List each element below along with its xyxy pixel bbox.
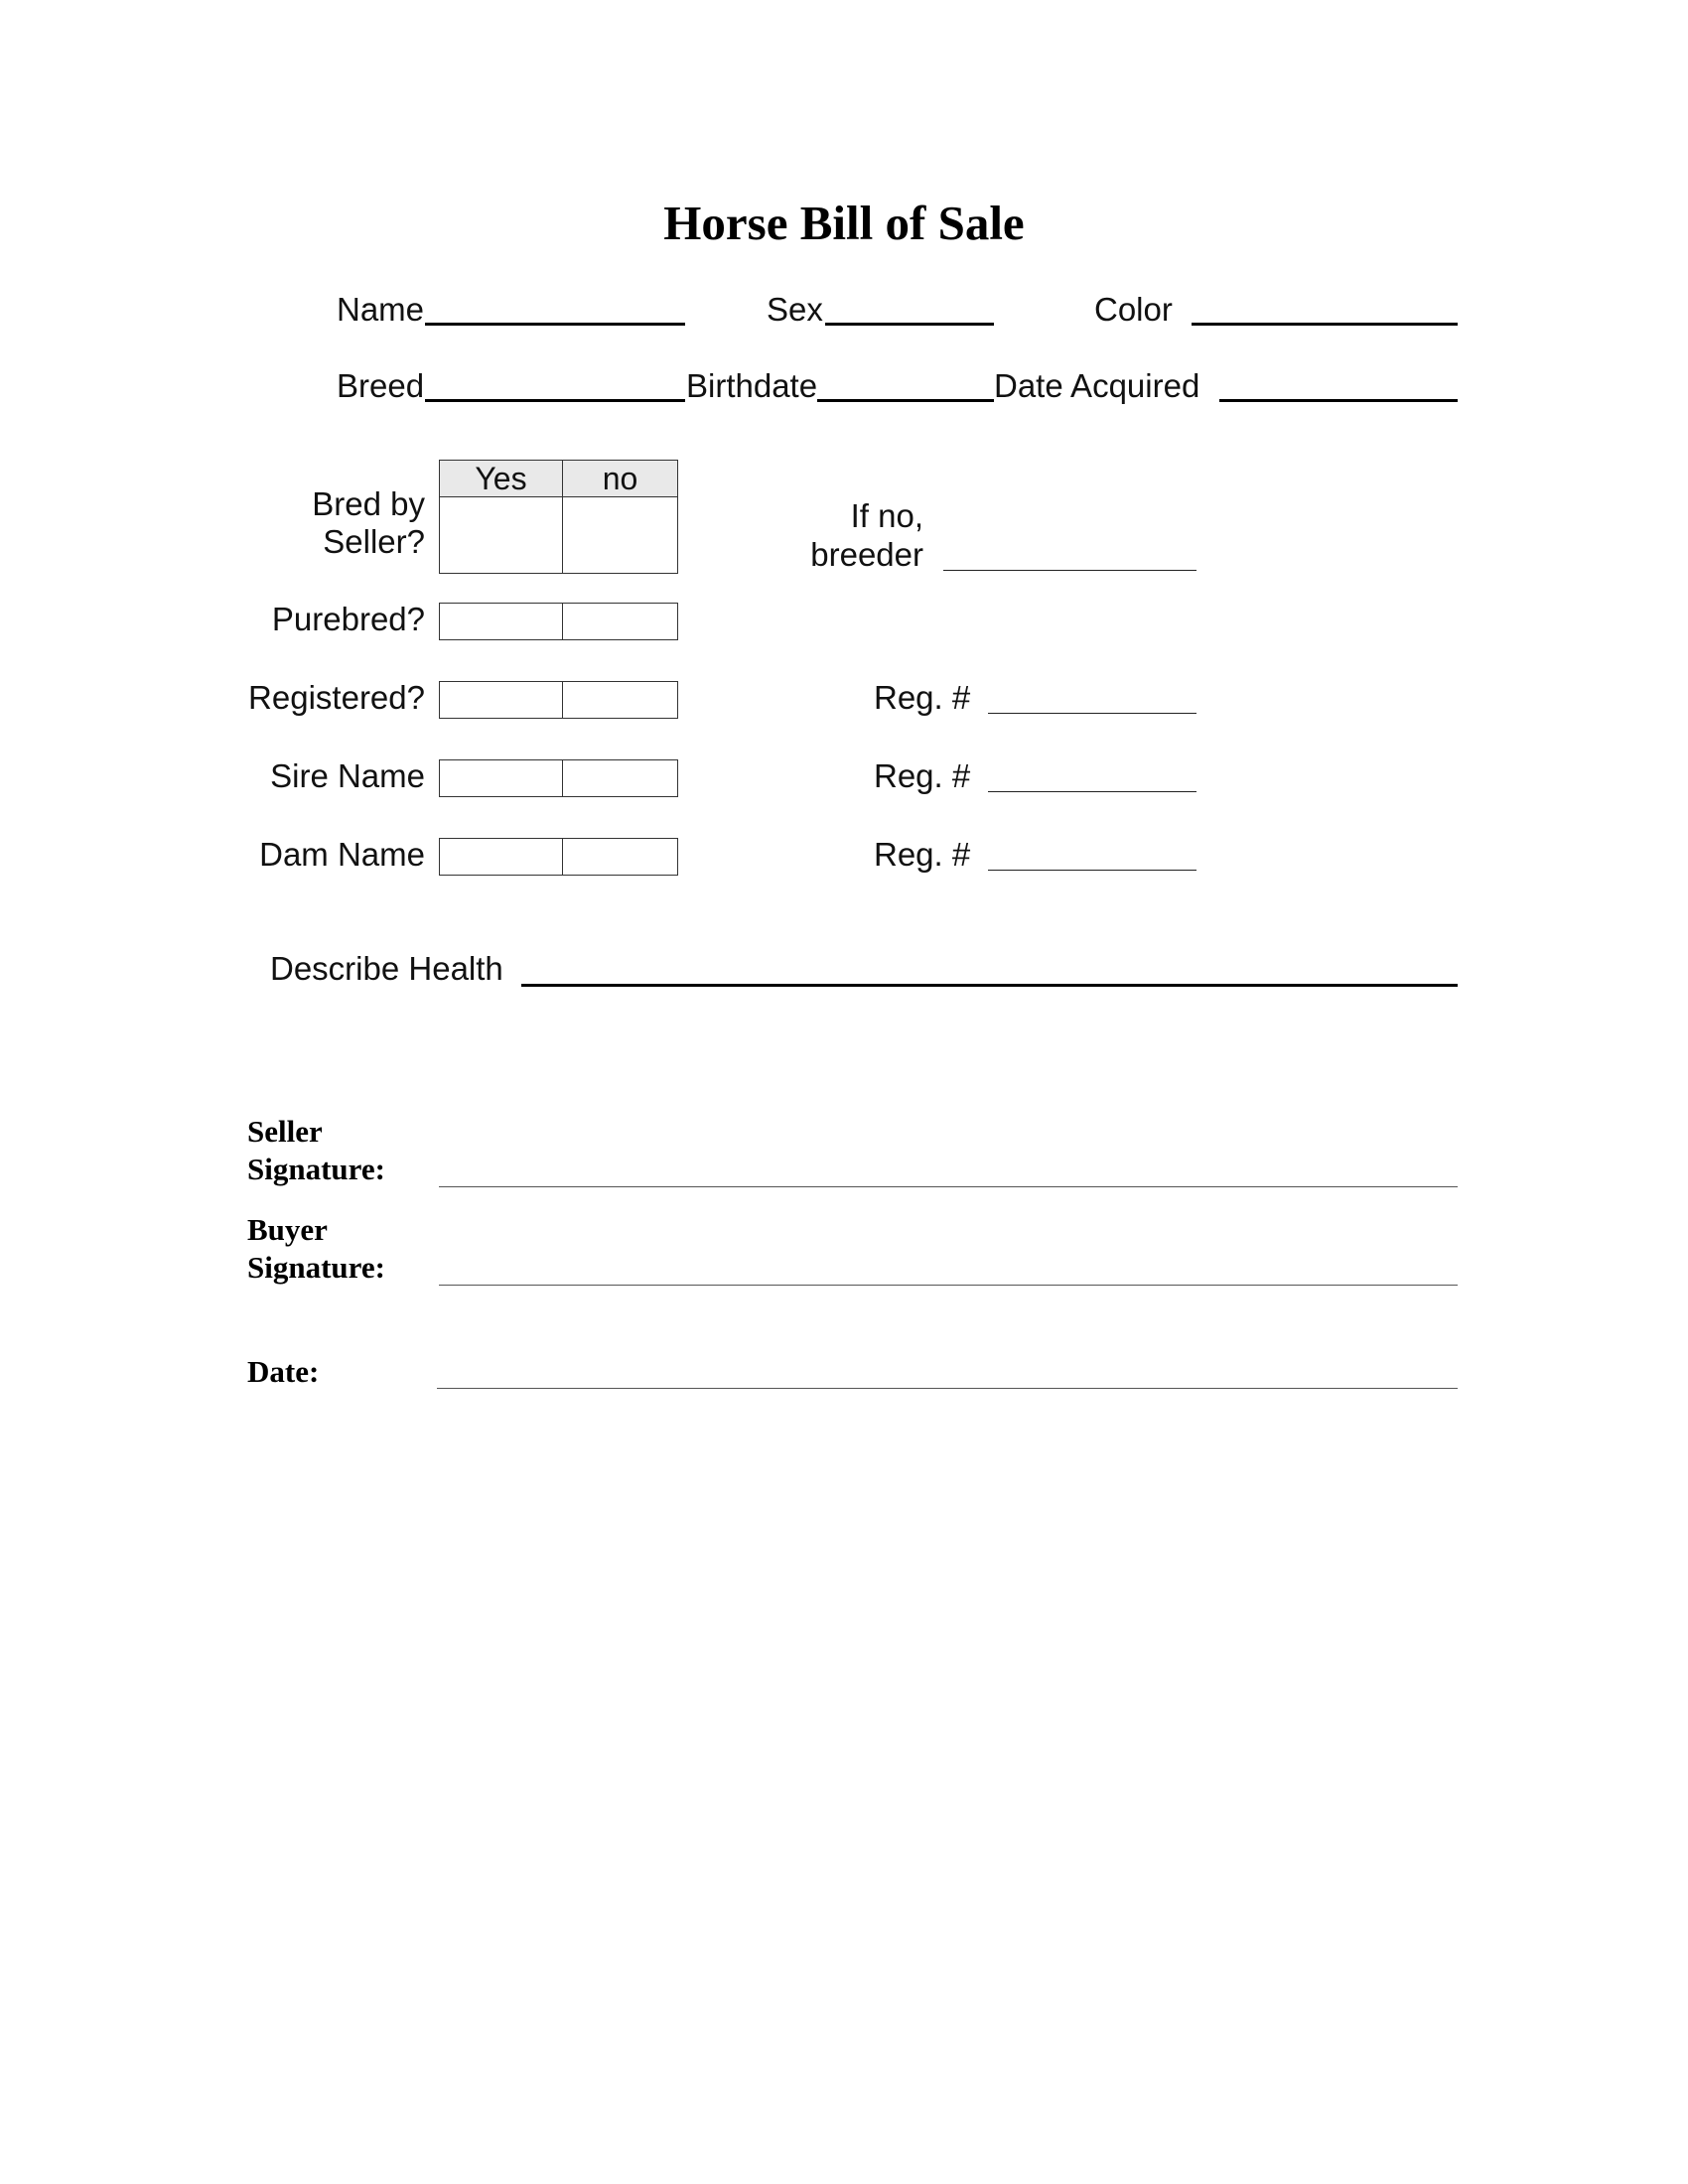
buyer-label: Buyer xyxy=(247,1212,328,1247)
birthdate-field-line[interactable] xyxy=(817,399,994,402)
bred-by-seller-yes-cell[interactable] xyxy=(439,496,563,574)
purebred-no-cell[interactable] xyxy=(562,603,678,640)
seller-label: Seller xyxy=(247,1114,323,1149)
sex-label: Sex xyxy=(767,291,823,328)
yes-column-header: Yes xyxy=(439,460,563,497)
breed-label: Breed xyxy=(337,367,425,404)
document-title: Horse Bill of Sale xyxy=(663,196,1025,250)
seller-signature-label: Signature: xyxy=(247,1152,385,1186)
dam-name-label: Dam Name xyxy=(259,836,425,873)
seller-signature-line[interactable] xyxy=(439,1186,1458,1187)
registered-yes-cell[interactable] xyxy=(439,681,563,719)
breeder-field-line[interactable] xyxy=(943,570,1196,571)
purebred-label: Purebred? xyxy=(271,601,425,637)
date-label: Date: xyxy=(247,1354,320,1389)
dam-reg-number-label: Reg. # xyxy=(874,836,971,873)
dam-name-yes-cell[interactable] xyxy=(439,838,563,876)
no-column-header: no xyxy=(562,460,678,497)
dam-name-no-cell[interactable] xyxy=(562,838,678,876)
name-field-line[interactable] xyxy=(425,323,685,326)
date-acquired-field-line[interactable] xyxy=(1219,399,1458,402)
registered-reg-number-label: Reg. # xyxy=(874,679,971,716)
date-acquired-label: Date Acquired xyxy=(994,367,1200,404)
dam-reg-number-line[interactable] xyxy=(988,870,1196,871)
bred-by-seller-label: Bred by Seller? xyxy=(312,485,425,560)
color-label: Color xyxy=(1094,291,1173,328)
sire-reg-number-line[interactable] xyxy=(988,791,1196,792)
registered-label: Registered? xyxy=(248,679,425,716)
sire-name-no-cell[interactable] xyxy=(562,759,678,797)
buyer-signature-line[interactable] xyxy=(439,1285,1458,1286)
bred-by-seller-no-cell[interactable] xyxy=(562,496,678,574)
describe-health-label: Describe Health xyxy=(270,950,503,987)
date-line[interactable] xyxy=(437,1388,1458,1389)
breed-field-line[interactable] xyxy=(425,399,685,402)
buyer-signature-label: Signature: xyxy=(247,1250,385,1285)
birthdate-label: Birthdate xyxy=(686,367,818,404)
sex-field-line[interactable] xyxy=(825,323,994,326)
breeder-label: breeder xyxy=(810,536,923,573)
if-no-label: If no, xyxy=(850,497,923,534)
sire-reg-number-label: Reg. # xyxy=(874,757,971,794)
sire-name-label: Sire Name xyxy=(270,757,425,794)
registered-reg-number-line[interactable] xyxy=(988,713,1196,714)
describe-health-line[interactable] xyxy=(521,984,1458,987)
name-label: Name xyxy=(337,291,425,328)
registered-no-cell[interactable] xyxy=(562,681,678,719)
sire-name-yes-cell[interactable] xyxy=(439,759,563,797)
purebred-yes-cell[interactable] xyxy=(439,603,563,640)
color-field-line[interactable] xyxy=(1192,323,1458,326)
